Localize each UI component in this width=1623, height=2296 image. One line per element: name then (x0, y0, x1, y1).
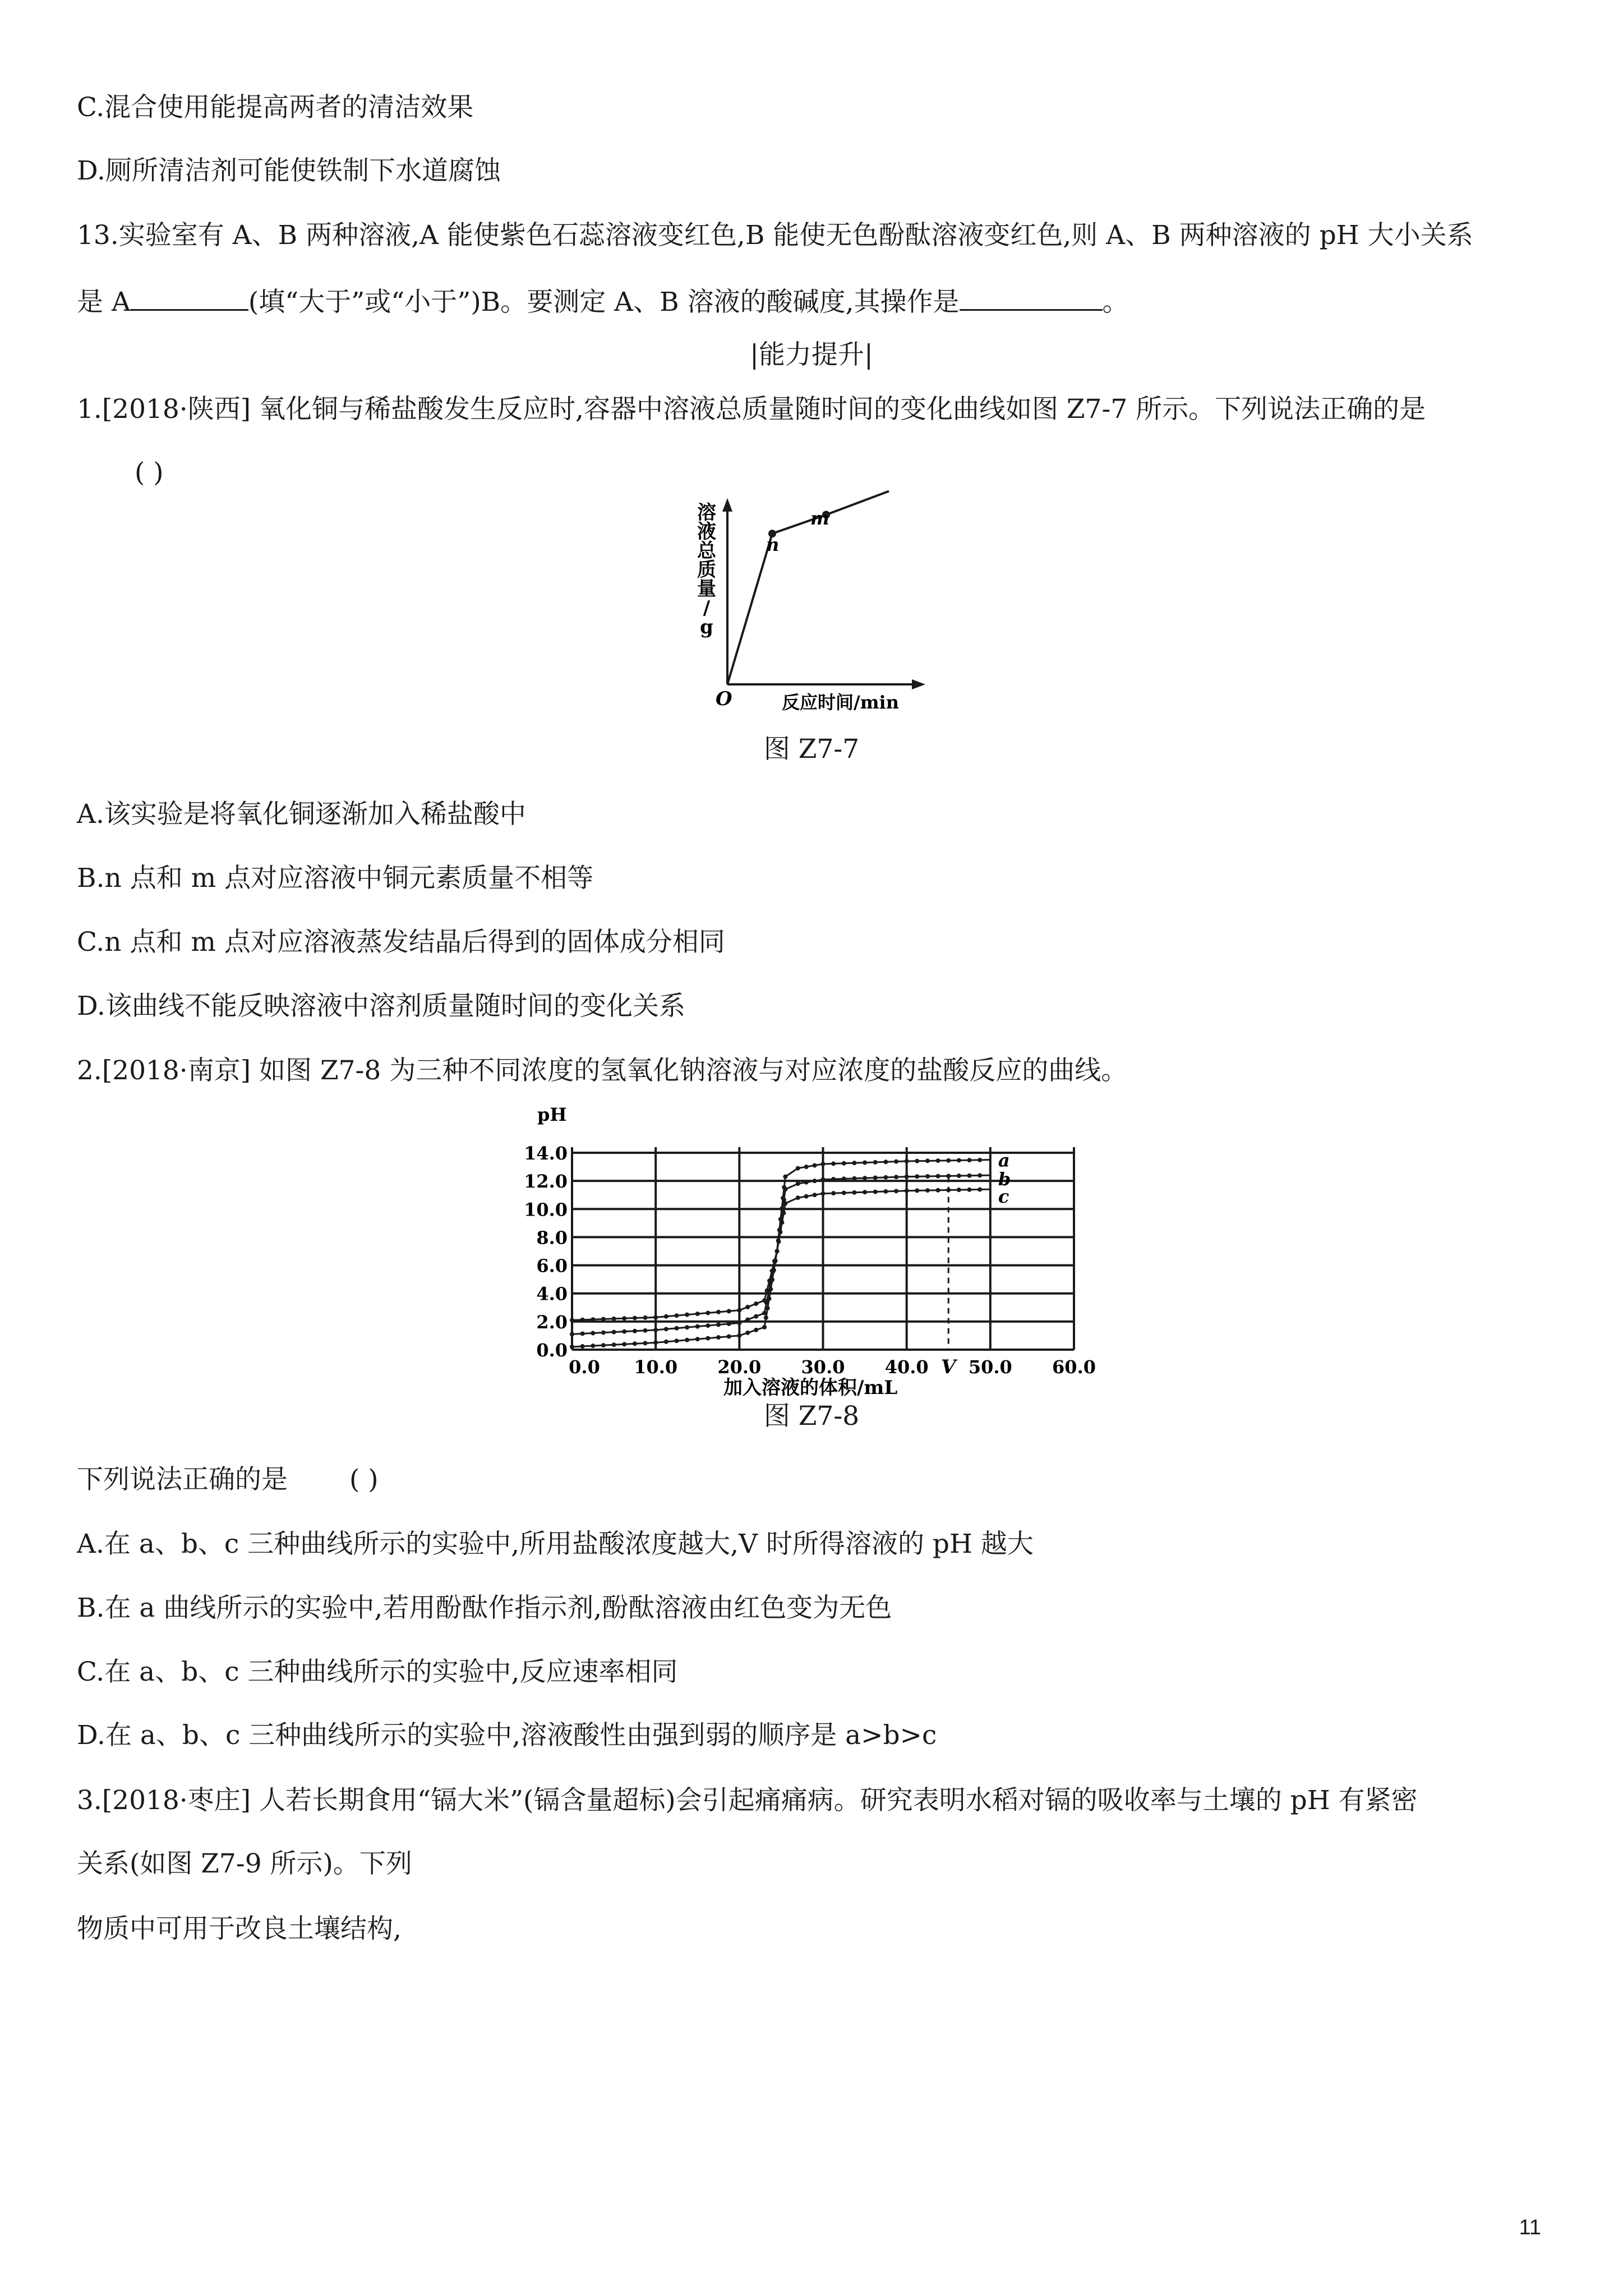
fig2-y-tick: 10.0 (524, 1199, 568, 1221)
fig2-series-b-marker (925, 1174, 930, 1179)
fig2-series-c-marker (580, 1344, 585, 1349)
fig2-series-c-marker (863, 1190, 867, 1194)
fig2-y-tick: 4.0 (536, 1283, 568, 1305)
fig2-series-c-marker (643, 1341, 648, 1345)
fig2-series-b-marker (695, 1324, 700, 1329)
fig2-series-b-marker (796, 1181, 800, 1186)
fig2-series-a-marker (754, 1301, 758, 1306)
page-number: 11 (1519, 2216, 1541, 2239)
fig2-series-a-marker (915, 1159, 919, 1163)
fig2-series-b-marker (852, 1176, 856, 1181)
fig1-x-arrow (912, 679, 925, 689)
fig2-series-b-marker (653, 1328, 658, 1332)
fig2-series-c-marker (653, 1340, 658, 1345)
fig2-series-b-marker (570, 1332, 574, 1336)
fig1-origin-label: O (716, 688, 732, 710)
question-13-line1: 13.实验室有 A、B 两种溶液,A 能使紫色石蕊溶液变红色,B 能使无色酚酞溶液变红色,则 A、B 两种溶液的 pH 大小关系 (77, 220, 1473, 251)
fig2-x-tick: 0.0 (569, 1356, 600, 1378)
fig2-series-a-marker (873, 1160, 878, 1165)
fig2-x-tick: 20.0 (717, 1356, 762, 1378)
fig2-y-tick: 0.0 (536, 1340, 568, 1361)
question-3-line3: 物质中可用于改良土壤结构, (77, 1913, 402, 1944)
fig2-y-tick: 8.0 (536, 1227, 568, 1249)
fig2-series-b-marker (813, 1179, 817, 1183)
fig2-series-b-marker (754, 1314, 758, 1319)
fig2-series-a-marker (804, 1165, 809, 1169)
fig2-series-b-marker (957, 1174, 961, 1178)
fig2-series-b-marker (612, 1330, 616, 1335)
fig2-series-a-marker (894, 1159, 898, 1164)
q1-option-d: D.该曲线不能反映溶液中溶剂质量随时间的变化关系 (77, 991, 685, 1022)
fig2-series-b-marker (685, 1325, 689, 1329)
q2-option-c: C.在 a、b、c 三种曲线所示的实验中,反应速率相同 (77, 1657, 678, 1687)
fig2-x-tick: 40.0 (884, 1356, 929, 1378)
fig1-label-m: m (810, 508, 829, 529)
fig2-series-c-marker (767, 1296, 771, 1301)
fig2-ylabel: pH (537, 1104, 567, 1125)
fig2-series-c-marker (601, 1343, 606, 1347)
fig2-series-b-marker (905, 1175, 909, 1179)
fig2-series-c-marker (873, 1190, 878, 1194)
fig2-series-a-marker (622, 1316, 626, 1320)
fig2-series-c-marker (781, 1211, 786, 1215)
fig2-series-b-marker (821, 1177, 826, 1182)
fig2-series-c-marker (883, 1189, 888, 1194)
figure-z7-7 (662, 488, 942, 718)
fig2-series-c-marker (772, 1268, 776, 1272)
figure-z7-8 (516, 1099, 1105, 1402)
fig2-series-a-marker (831, 1161, 836, 1166)
fig2-series-a-marker (727, 1309, 731, 1313)
fig2-series-b-marker (936, 1174, 940, 1179)
fig2-series-a-marker (580, 1318, 585, 1322)
fig2-series-b-marker (633, 1329, 637, 1333)
fig2-series-b-marker (591, 1331, 595, 1336)
fig2-series-b-marker (978, 1173, 982, 1177)
fig2-series-a-marker (796, 1166, 800, 1171)
fig2-y-tick: 12.0 (524, 1171, 568, 1193)
fig2-series-a-marker (716, 1310, 721, 1314)
fig2-series-c-marker (706, 1336, 710, 1341)
answer-blank-2 (960, 283, 1103, 311)
question-1-answer-paren: ( ) (135, 457, 164, 488)
fig1-label-n: n (766, 534, 780, 555)
question-2-sub-stem (77, 1463, 379, 1497)
fig2-series-a-marker (643, 1315, 648, 1320)
fig2-series-c-marker (612, 1342, 616, 1347)
fig2-series-a-marker (674, 1313, 679, 1318)
fig2-series-a-marker (685, 1313, 689, 1317)
fig2-series-a-marker (706, 1311, 710, 1315)
answer-blank-1 (131, 283, 248, 311)
fig2-x-tick: 10.0 (634, 1356, 678, 1378)
fig2-series-c-marker (925, 1188, 930, 1193)
fig2-series-c-marker (633, 1341, 637, 1346)
question-2-stem: 2.[2018·南京] 如图 Z7-8 为三种不同浓度的氢氧化钠溶液与对应浓度的盐酸反应的曲线。 (77, 1055, 1128, 1086)
fig2-series-c-marker (967, 1188, 972, 1192)
q1-option-b: B.n 点和 m 点对应溶液中铜元素质量不相等 (77, 863, 594, 894)
fig2-series-c-marker (695, 1337, 700, 1341)
fig2-series-c-marker (685, 1338, 689, 1342)
fig2-series-c-marker (591, 1343, 595, 1348)
question-3-line2: 关系(如图 Z7-9 所示)。下列 (77, 1848, 412, 1879)
fig2-series-b-marker (842, 1176, 846, 1181)
fig2-series-a-marker (925, 1158, 930, 1163)
fig2-series-c-marker (570, 1345, 574, 1349)
fig2-y-tick: 2.0 (536, 1311, 568, 1333)
fig2-series-a-marker (745, 1305, 750, 1309)
fig2-series-a-marker (852, 1161, 856, 1165)
fig2-series-b-marker (873, 1176, 878, 1180)
fig2-series-b-marker (674, 1326, 679, 1331)
fig2-series-a-label: a (998, 1149, 1010, 1171)
q2-option-d: D.在 a、b、c 三种曲线所示的实验中,溶液酸性由强到弱的顺序是 a>b>c (77, 1720, 937, 1751)
fig2-series-c-marker (766, 1306, 770, 1310)
fig1-y-arrow (722, 498, 732, 512)
fig2-series-b-marker (643, 1328, 648, 1333)
q1-option-a: A.该实验是将氧化铜逐渐加入稀盐酸中 (77, 799, 526, 830)
fig2-series-b-marker (716, 1322, 721, 1327)
question-3-line1: 3.[2018·枣庄] 人若长期食用“镉大米”(镉含量超标)会引起痛痛病。研究表明水稻对镉的吸收率与土壤的 pH 有紧密 (77, 1785, 1418, 1816)
fig2-series-b-marker (894, 1175, 898, 1179)
fig2-series-a-marker (570, 1318, 574, 1322)
fig2-x-tick: 30.0 (801, 1356, 845, 1378)
fig2-series-b-marker (831, 1177, 836, 1181)
fig2-series-a-marker (737, 1308, 741, 1313)
fig2-series-b-marker (804, 1180, 809, 1185)
fig2-series-c-marker (727, 1334, 731, 1338)
fig2-series-c-marker (783, 1201, 787, 1205)
fig2-x-tick: 50.0 (968, 1356, 1012, 1378)
fig1-curve (727, 491, 889, 684)
fig2-series-a-marker (957, 1158, 961, 1162)
question-13-part-b: (填“大于”或“小于”)B。要测定 A、B 溶液的酸碱度,其操作是 (248, 287, 960, 318)
fig2-series-a-marker (783, 1175, 787, 1179)
option-c-q12: C.混合使用能提高两者的清洁效果 (77, 92, 474, 123)
fig2-series-b-marker (883, 1175, 888, 1180)
fig2-series-c-marker (622, 1342, 626, 1346)
fig2-series-c-marker (821, 1191, 826, 1196)
fig1-ylabel: 溶液总质量/ g (697, 501, 716, 638)
fig2-v-marker-label: V (941, 1356, 956, 1378)
fig2-series-c-marker (774, 1249, 779, 1254)
question-2-sub-stem-text: 下列说法正确的是 (77, 1464, 288, 1495)
q2-option-a: A.在 a、b、c 三种曲线所示的实验中,所用盐酸浓度越大,V 时所得溶液的 pH 越大 (77, 1529, 1034, 1559)
fig2-series-c-marker (768, 1287, 773, 1291)
fig2-series-c-marker (762, 1325, 767, 1329)
question-13-line2 (77, 283, 1129, 319)
fig2-series-a-marker (591, 1317, 595, 1322)
fig2-xlabel: 加入溶液的体积/mL (723, 1377, 898, 1399)
fig2-series-b-marker (783, 1187, 787, 1191)
fig2-series-c-marker (674, 1338, 679, 1343)
fig2-series-c-marker (804, 1194, 809, 1199)
fig2-series-a-marker (978, 1158, 982, 1162)
fig2-series-b-marker (737, 1320, 741, 1325)
fig2-series-a-marker (863, 1161, 867, 1165)
fig2-series-a-marker (653, 1315, 658, 1319)
fig2-series-a-marker (905, 1159, 909, 1163)
fig2-series-a-marker (842, 1161, 846, 1166)
fig2-series-c-marker (957, 1188, 961, 1192)
fig2-series-b-marker (622, 1329, 626, 1334)
fig2-series-c-marker (770, 1277, 774, 1282)
fig2-series-a-marker (967, 1158, 972, 1162)
question-13-part-c: 。 (1102, 287, 1129, 318)
fig2-series-b-marker (601, 1331, 606, 1335)
question-2-answer-paren: ( ) (349, 1464, 379, 1495)
fig1-xlabel: 反应时间/min (782, 692, 899, 713)
fig2-series-b-label: b (998, 1168, 1011, 1190)
figure-z7-8-caption: 图 Z7-8 (763, 1401, 860, 1432)
question-13-part-a: 是 A (77, 287, 131, 318)
fig2-series-c-marker (764, 1315, 768, 1320)
fig2-series-a-marker (695, 1312, 700, 1316)
fig2-series-a-marker (633, 1316, 637, 1320)
fig2-series-a-marker (601, 1317, 606, 1321)
question-1-stem: 1.[2018·陕西] 氧化铜与稀盐酸发生反应时,容器中溶液总质量随时间的变化曲线如图 Z7-7 所示。下列说法正确的是 (77, 394, 1426, 425)
fig2-series-c-marker (773, 1258, 778, 1263)
fig2-series-c-marker (780, 1220, 784, 1225)
fig2-series-c-marker (894, 1189, 898, 1193)
fig2-series-a-marker (821, 1162, 826, 1166)
q1-option-c: C.n 点和 m 点对应溶液蒸发结晶后得到的固体成分相同 (77, 927, 725, 958)
fig2-x-tick: 60.0 (1052, 1356, 1096, 1378)
figure-z7-7-caption: 图 Z7-7 (763, 734, 860, 765)
fig2-series-b-marker (915, 1174, 919, 1179)
fig2-y-tick: 14.0 (524, 1143, 568, 1164)
fig2-series-b-marker (706, 1323, 710, 1328)
fig2-series-c-marker (978, 1187, 982, 1191)
fig2-series-a-marker (883, 1159, 888, 1164)
fig2-series-c-marker (831, 1191, 836, 1195)
fig2-series-b-marker (967, 1174, 972, 1178)
fig2-series-c-marker (915, 1188, 919, 1193)
fig2-series-c-marker (776, 1239, 781, 1244)
fig2-y-tick: 6.0 (536, 1255, 568, 1277)
fig2-series-c-marker (905, 1189, 909, 1193)
fig2-series-c-marker (664, 1340, 668, 1344)
fig2-series-b-marker (580, 1331, 585, 1336)
fig2-series-b-marker (863, 1176, 867, 1180)
fig2-series-a-line (572, 1160, 990, 1320)
fig2-series-a-marker (813, 1163, 817, 1168)
fig2-series-b-marker (745, 1318, 750, 1322)
fig2-series-c-marker (778, 1230, 782, 1234)
fig2-series-a-marker (664, 1314, 668, 1319)
fig2-series-a-marker (936, 1158, 940, 1163)
fig2-series-b-marker (664, 1327, 668, 1331)
fig2-series-c-marker (842, 1190, 846, 1195)
fig2-series-a-marker (612, 1317, 616, 1321)
section-title: |能力提升| (750, 339, 873, 370)
q2-option-b: B.在 a 曲线所示的实验中,若用酚酞作指示剂,酚酞溶液由红色变为无色 (77, 1593, 892, 1623)
option-d-q12: D.厕所清洁剂可能使铁制下水道腐蚀 (77, 155, 501, 186)
fig2-series-c-marker (852, 1190, 856, 1195)
fig2-series-c-marker (936, 1188, 940, 1193)
fig2-series-c-marker (737, 1333, 741, 1338)
fig2-series-c-marker (813, 1193, 817, 1197)
fig2-series-b-marker (727, 1322, 731, 1326)
fig2-series-c-marker (745, 1331, 750, 1335)
fig2-series-c-label: c (998, 1186, 1009, 1208)
fig2-series-c-marker (716, 1335, 721, 1340)
fig2-series-c-marker (796, 1195, 800, 1200)
fig2-series-c-marker (754, 1328, 758, 1332)
fig2-series-a-marker (946, 1158, 951, 1163)
